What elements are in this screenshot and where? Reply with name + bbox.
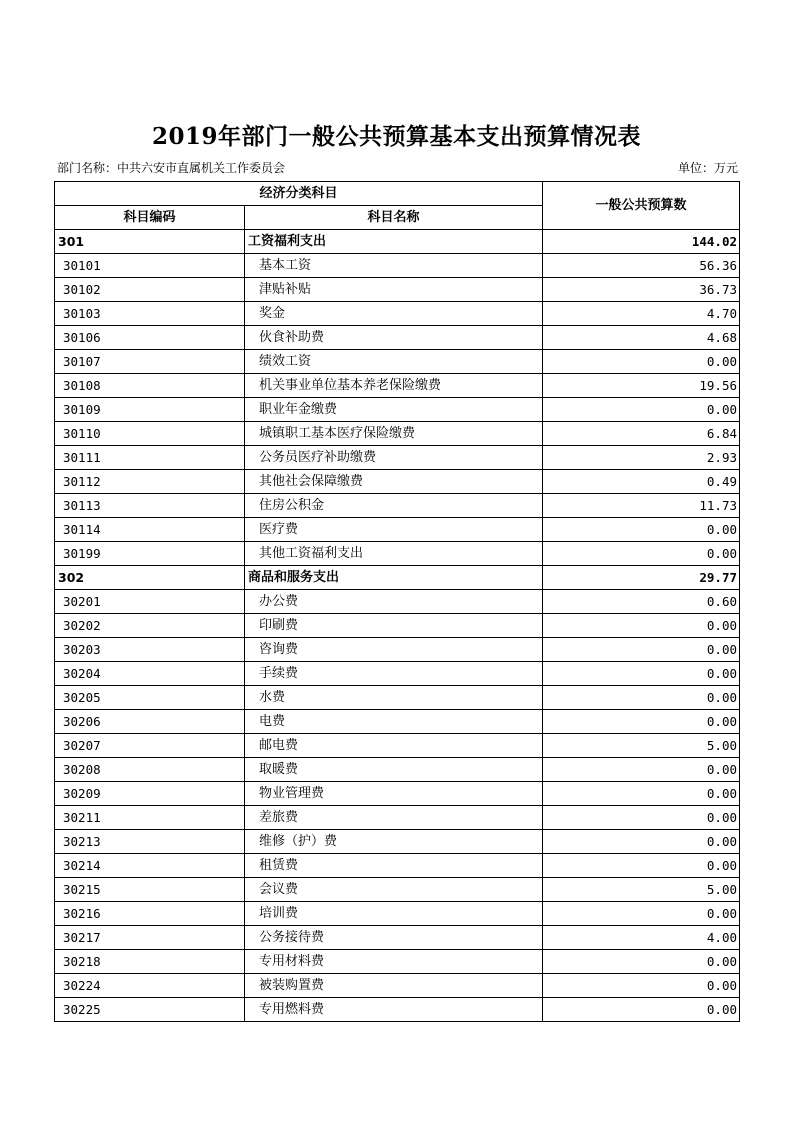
budget-amount-cell: 0.00 xyxy=(543,614,740,638)
subject-name-cell: 工资福利支出 xyxy=(245,230,543,254)
unit-label: 单位：万元 xyxy=(677,161,738,175)
budget-amount-cell: 5.00 xyxy=(543,734,740,758)
table-row xyxy=(55,734,740,758)
budget-amount-cell: 0.00 xyxy=(543,830,740,854)
subject-name-cell: 租赁费 xyxy=(245,854,543,878)
table-row xyxy=(55,878,740,902)
subject-code-cell: 30112 xyxy=(55,470,245,494)
subject-code-cell: 30199 xyxy=(55,542,245,566)
table-row xyxy=(55,374,740,398)
table-row xyxy=(55,254,740,278)
budget-amount-cell: 0.00 xyxy=(543,398,740,422)
budget-amount-cell: 0.00 xyxy=(543,782,740,806)
subject-code-cell: 30214 xyxy=(55,854,245,878)
budget-amount-cell: 0.00 xyxy=(543,758,740,782)
subject-name-cell: 机关事业单位基本养老保险缴费 xyxy=(245,374,543,398)
subject-code-cell: 30205 xyxy=(55,686,245,710)
category-row xyxy=(55,566,740,590)
table-row xyxy=(55,830,740,854)
table-row xyxy=(55,494,740,518)
table-row xyxy=(55,854,740,878)
table-row xyxy=(55,806,740,830)
subject-code-cell: 30107 xyxy=(55,350,245,374)
subject-code-cell: 301 xyxy=(55,230,245,254)
table-row xyxy=(55,470,740,494)
budget-amount-cell: 0.49 xyxy=(543,470,740,494)
table-row xyxy=(55,278,740,302)
subject-code-cell: 30207 xyxy=(55,734,245,758)
budget-amount-cell: 29.77 xyxy=(543,566,740,590)
subject-code-cell: 30108 xyxy=(55,374,245,398)
subject-name-cell: 手续费 xyxy=(245,662,543,686)
table-row xyxy=(55,686,740,710)
subject-name-cell: 差旅费 xyxy=(245,806,543,830)
header-group-label: 经济分类科目 xyxy=(55,182,543,206)
budget-amount-cell: 0.00 xyxy=(543,854,740,878)
budget-amount-cell: 2.93 xyxy=(543,446,740,470)
subject-code-cell: 30213 xyxy=(55,830,245,854)
subject-name-cell: 被装购置费 xyxy=(245,974,543,998)
table-header xyxy=(55,182,740,230)
table-row xyxy=(55,926,740,950)
subject-name-cell: 邮电费 xyxy=(245,734,543,758)
table-row xyxy=(55,542,740,566)
subject-name-cell: 医疗费 xyxy=(245,518,543,542)
subject-code-cell: 30203 xyxy=(55,638,245,662)
subject-name-cell: 基本工资 xyxy=(245,254,543,278)
budget-amount-cell: 0.00 xyxy=(543,542,740,566)
budget-amount-cell: 144.02 xyxy=(543,230,740,254)
subject-name-cell: 专用燃料费 xyxy=(245,998,543,1022)
subject-name-cell: 专用材料费 xyxy=(245,950,543,974)
budget-amount-cell: 0.00 xyxy=(543,350,740,374)
table-row xyxy=(55,350,740,374)
subject-name-cell: 印刷费 xyxy=(245,614,543,638)
subject-name-cell: 津贴补贴 xyxy=(245,278,543,302)
subject-code-cell: 30215 xyxy=(55,878,245,902)
subject-name-cell: 电费 xyxy=(245,710,543,734)
subject-code-cell: 30103 xyxy=(55,302,245,326)
header-amount: 一般公共预算数 xyxy=(543,182,740,230)
subject-name-cell: 职业年金缴费 xyxy=(245,398,543,422)
category-row xyxy=(55,230,740,254)
subject-code-cell: 30114 xyxy=(55,518,245,542)
subject-code-cell: 30110 xyxy=(55,422,245,446)
budget-amount-cell: 0.00 xyxy=(543,950,740,974)
subject-code-cell: 30217 xyxy=(55,926,245,950)
subject-code-cell: 30208 xyxy=(55,758,245,782)
budget-table xyxy=(54,181,740,1022)
subject-name-cell: 培训费 xyxy=(245,902,543,926)
table-row xyxy=(55,326,740,350)
subject-name-cell: 绩效工资 xyxy=(245,350,543,374)
subject-name-cell: 伙食补助费 xyxy=(245,326,543,350)
subject-name-cell: 城镇职工基本医疗保险缴费 xyxy=(245,422,543,446)
subject-code-cell: 30225 xyxy=(55,998,245,1022)
budget-amount-cell: 0.00 xyxy=(543,638,740,662)
subject-name-cell: 水费 xyxy=(245,686,543,710)
header-code: 科目编码 xyxy=(55,206,245,230)
table-row xyxy=(55,614,740,638)
subject-name-cell: 办公费 xyxy=(245,590,543,614)
table-row xyxy=(55,710,740,734)
budget-amount-cell: 0.00 xyxy=(543,518,740,542)
subject-code-cell: 30209 xyxy=(55,782,245,806)
budget-amount-cell: 0.00 xyxy=(543,902,740,926)
table-row xyxy=(55,902,740,926)
table-row xyxy=(55,782,740,806)
table-row xyxy=(55,662,740,686)
budget-amount-cell: 0.00 xyxy=(543,686,740,710)
subject-name-cell: 商品和服务支出 xyxy=(245,566,543,590)
subject-code-cell: 30113 xyxy=(55,494,245,518)
subject-code-cell: 30206 xyxy=(55,710,245,734)
subject-name-cell: 会议费 xyxy=(245,878,543,902)
budget-amount-cell: 36.73 xyxy=(543,278,740,302)
subject-name-cell: 奖金 xyxy=(245,302,543,326)
budget-amount-cell: 4.70 xyxy=(543,302,740,326)
budget-amount-cell: 0.00 xyxy=(543,806,740,830)
subject-code-cell: 30211 xyxy=(55,806,245,830)
budget-amount-cell: 4.00 xyxy=(543,926,740,950)
budget-amount-cell: 5.00 xyxy=(543,878,740,902)
table-row xyxy=(55,422,740,446)
subject-code-cell: 30204 xyxy=(55,662,245,686)
budget-amount-cell: 0.00 xyxy=(543,710,740,734)
subject-name-cell: 公务员医疗补助缴费 xyxy=(245,446,543,470)
subject-name-cell: 其他社会保障缴费 xyxy=(245,470,543,494)
subject-code-cell: 30202 xyxy=(55,614,245,638)
subject-code-cell: 30111 xyxy=(55,446,245,470)
subject-code-cell: 302 xyxy=(55,566,245,590)
table-row xyxy=(55,518,740,542)
budget-amount-cell: 6.84 xyxy=(543,422,740,446)
table-row xyxy=(55,974,740,998)
table-row xyxy=(55,302,740,326)
page-title: 2019年部门一般公共预算基本支出预算情况表 xyxy=(151,123,641,150)
header-name: 科目名称 xyxy=(245,206,543,230)
table-row xyxy=(55,950,740,974)
subject-code-cell: 30218 xyxy=(55,950,245,974)
table-row xyxy=(55,590,740,614)
subject-code-cell: 30201 xyxy=(55,590,245,614)
budget-amount-cell: 0.00 xyxy=(543,974,740,998)
subject-name-cell: 维修（护）费 xyxy=(245,830,543,854)
budget-amount-cell: 0.60 xyxy=(543,590,740,614)
subject-code-cell: 30216 xyxy=(55,902,245,926)
subject-name-cell: 取暖费 xyxy=(245,758,543,782)
table-row xyxy=(55,398,740,422)
budget-amount-cell: 19.56 xyxy=(543,374,740,398)
subject-name-cell: 住房公积金 xyxy=(245,494,543,518)
subject-code-cell: 30106 xyxy=(55,326,245,350)
subject-code-cell: 30101 xyxy=(55,254,245,278)
subject-name-cell: 咨询费 xyxy=(245,638,543,662)
table-row xyxy=(55,446,740,470)
table-body xyxy=(55,230,740,1022)
subject-code-cell: 30109 xyxy=(55,398,245,422)
subject-name-cell: 物业管理费 xyxy=(245,782,543,806)
table-row xyxy=(55,758,740,782)
budget-amount-cell: 11.73 xyxy=(543,494,740,518)
budget-amount-cell: 4.68 xyxy=(543,326,740,350)
subject-code-cell: 30224 xyxy=(55,974,245,998)
table-row xyxy=(55,998,740,1022)
table-row xyxy=(55,638,740,662)
budget-amount-cell: 0.00 xyxy=(543,662,740,686)
subject-name-cell: 公务接待费 xyxy=(245,926,543,950)
department-name: 部门名称：中共六安市直属机关工作委员会 xyxy=(57,161,286,175)
budget-amount-cell: 56.36 xyxy=(543,254,740,278)
subject-name-cell: 其他工资福利支出 xyxy=(245,542,543,566)
subject-code-cell: 30102 xyxy=(55,278,245,302)
budget-amount-cell: 0.00 xyxy=(543,998,740,1022)
